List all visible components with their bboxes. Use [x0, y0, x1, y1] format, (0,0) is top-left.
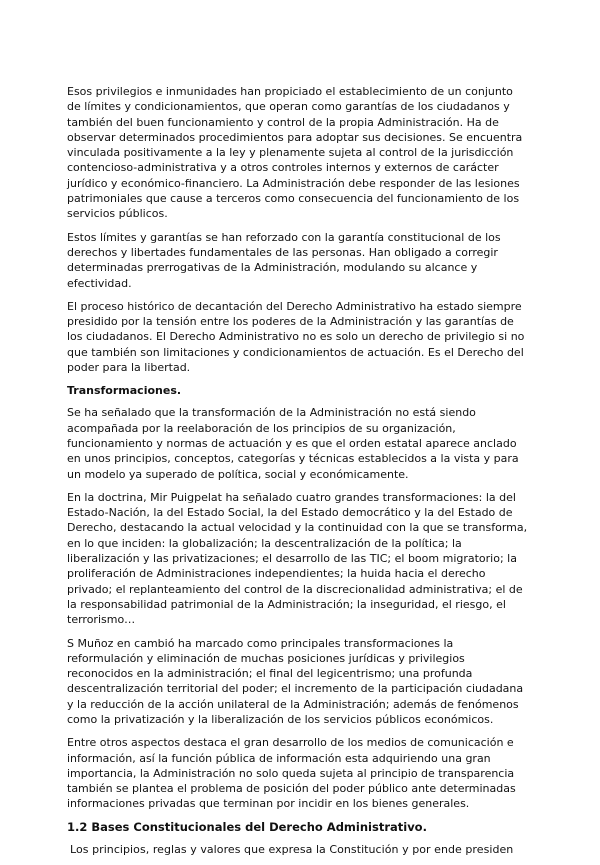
- paragraph-principios-reglas: Los principios, reglas y valores que expresa la Constitución y por ende presiden: [70, 842, 514, 856]
- paragraph-limites-garantias: Estos límites y garantías se han reforzado con la garantía constitucional de los derechos y libertades fundamentales de las personas. Han obligado a corregir determinadas prerrogativas de la Administración, modulando su alcance y efectividad.: [67, 230, 501, 290]
- paragraph-mir-puigpelat: En la doctrina, Mir Puigpelat ha señalado cuatro grandes transformaciones: la del Estado-Nación, la del Estado Social, la del Estado democrático y la del Estado de Derecho, destacando la actual velocidad y la continuidad con la que se transforma, en lo que inciden: la globalización; la descentralización de la política; la liberalización y las privatizaciones; el desarrollo de las TIC; el boom migratorio; la proliferación de Administraciones independientes; la huida hacia el derecho privado; el replanteamiento del control de la discrecionalidad administrativa; el de la responsabilidad patrimonial de la Administración; la inseguridad, el riesgo, el terrorismo…: [67, 490, 528, 627]
- heading-transformaciones: Transformaciones.: [67, 384, 182, 398]
- paragraph-transformacion-administracion: Se ha señalado que la transformación de la Administración no está siendo acompañada por la reelaboración de los principios de su organización, funcionamiento y normas de actuación y es que el orden estatal aparece anclado en unos principios, conceptos, categorías y técnicas establecidos a la vista y para un modelo ya superado de política, social y económicamente.: [67, 406, 519, 481]
- paragraph-privilegios: Esos privilegios e inmunidades han propiciado el establecimiento de un conjunto de límites y condicionamientos, que operan como garantías de los ciudadanos y también del buen funcionamiento y control de la propia Administración. Ha de observar determinados procedimientos para adoptar sus decisiones. Se encuentra vinculada positivamente a la ley y plenamente sujeta al control de la jurisdicción contencioso-administrativa y a otros controles internos y externos de carácter jurídico y económico-financiero. La Administración debe responder de las lesiones patrimoniales que cause a terceros como consecuencia del funcionamiento de los servicios públicos.: [67, 85, 523, 221]
- heading-bases-constitucionales: 1.2 Bases Constitucionales del Derecho Administrativo.: [67, 819, 427, 834]
- document-body: [67, 84, 529, 865]
- paragraph-proceso-historico: El proceso histórico de decantación del Derecho Administrativo ha estado siempre presidido por la tensión entre los poderes de la Administración y las garantías de los ciudadanos. El Derecho Administrativo no es solo un derecho de privilegio si no que también son limitaciones y condicionamientos de actuación. Es el Derecho del poder para la libertad.: [67, 299, 525, 375]
- paragraph-medios-comunicacion: Entre otros aspectos destaca el gran desarrollo de los medios de comunicación e información, así la función pública de información esta adquiriendo una gran importancia, la Administración no solo queda sujeta al principio de transparencia también se plantea el problema de posición del poder público ante determinadas informaciones privadas que terminan por incidir en los bienes generales.: [67, 736, 516, 811]
- paragraph-s-munoz: S Muñoz en cambió ha marcado como principales transformaciones la reformulación y eliminación de muchas posiciones jurídicas y privilegios reconocidos en la administración; el final del legicentrismo; una profunda descentralización territorial del poder; el incremento de la participación ciudadana y la reducción de la acción unilateral de la Administración; además de fenómenos como la privatización y la liberalización de los servicios públicos económicos.: [67, 636, 524, 726]
